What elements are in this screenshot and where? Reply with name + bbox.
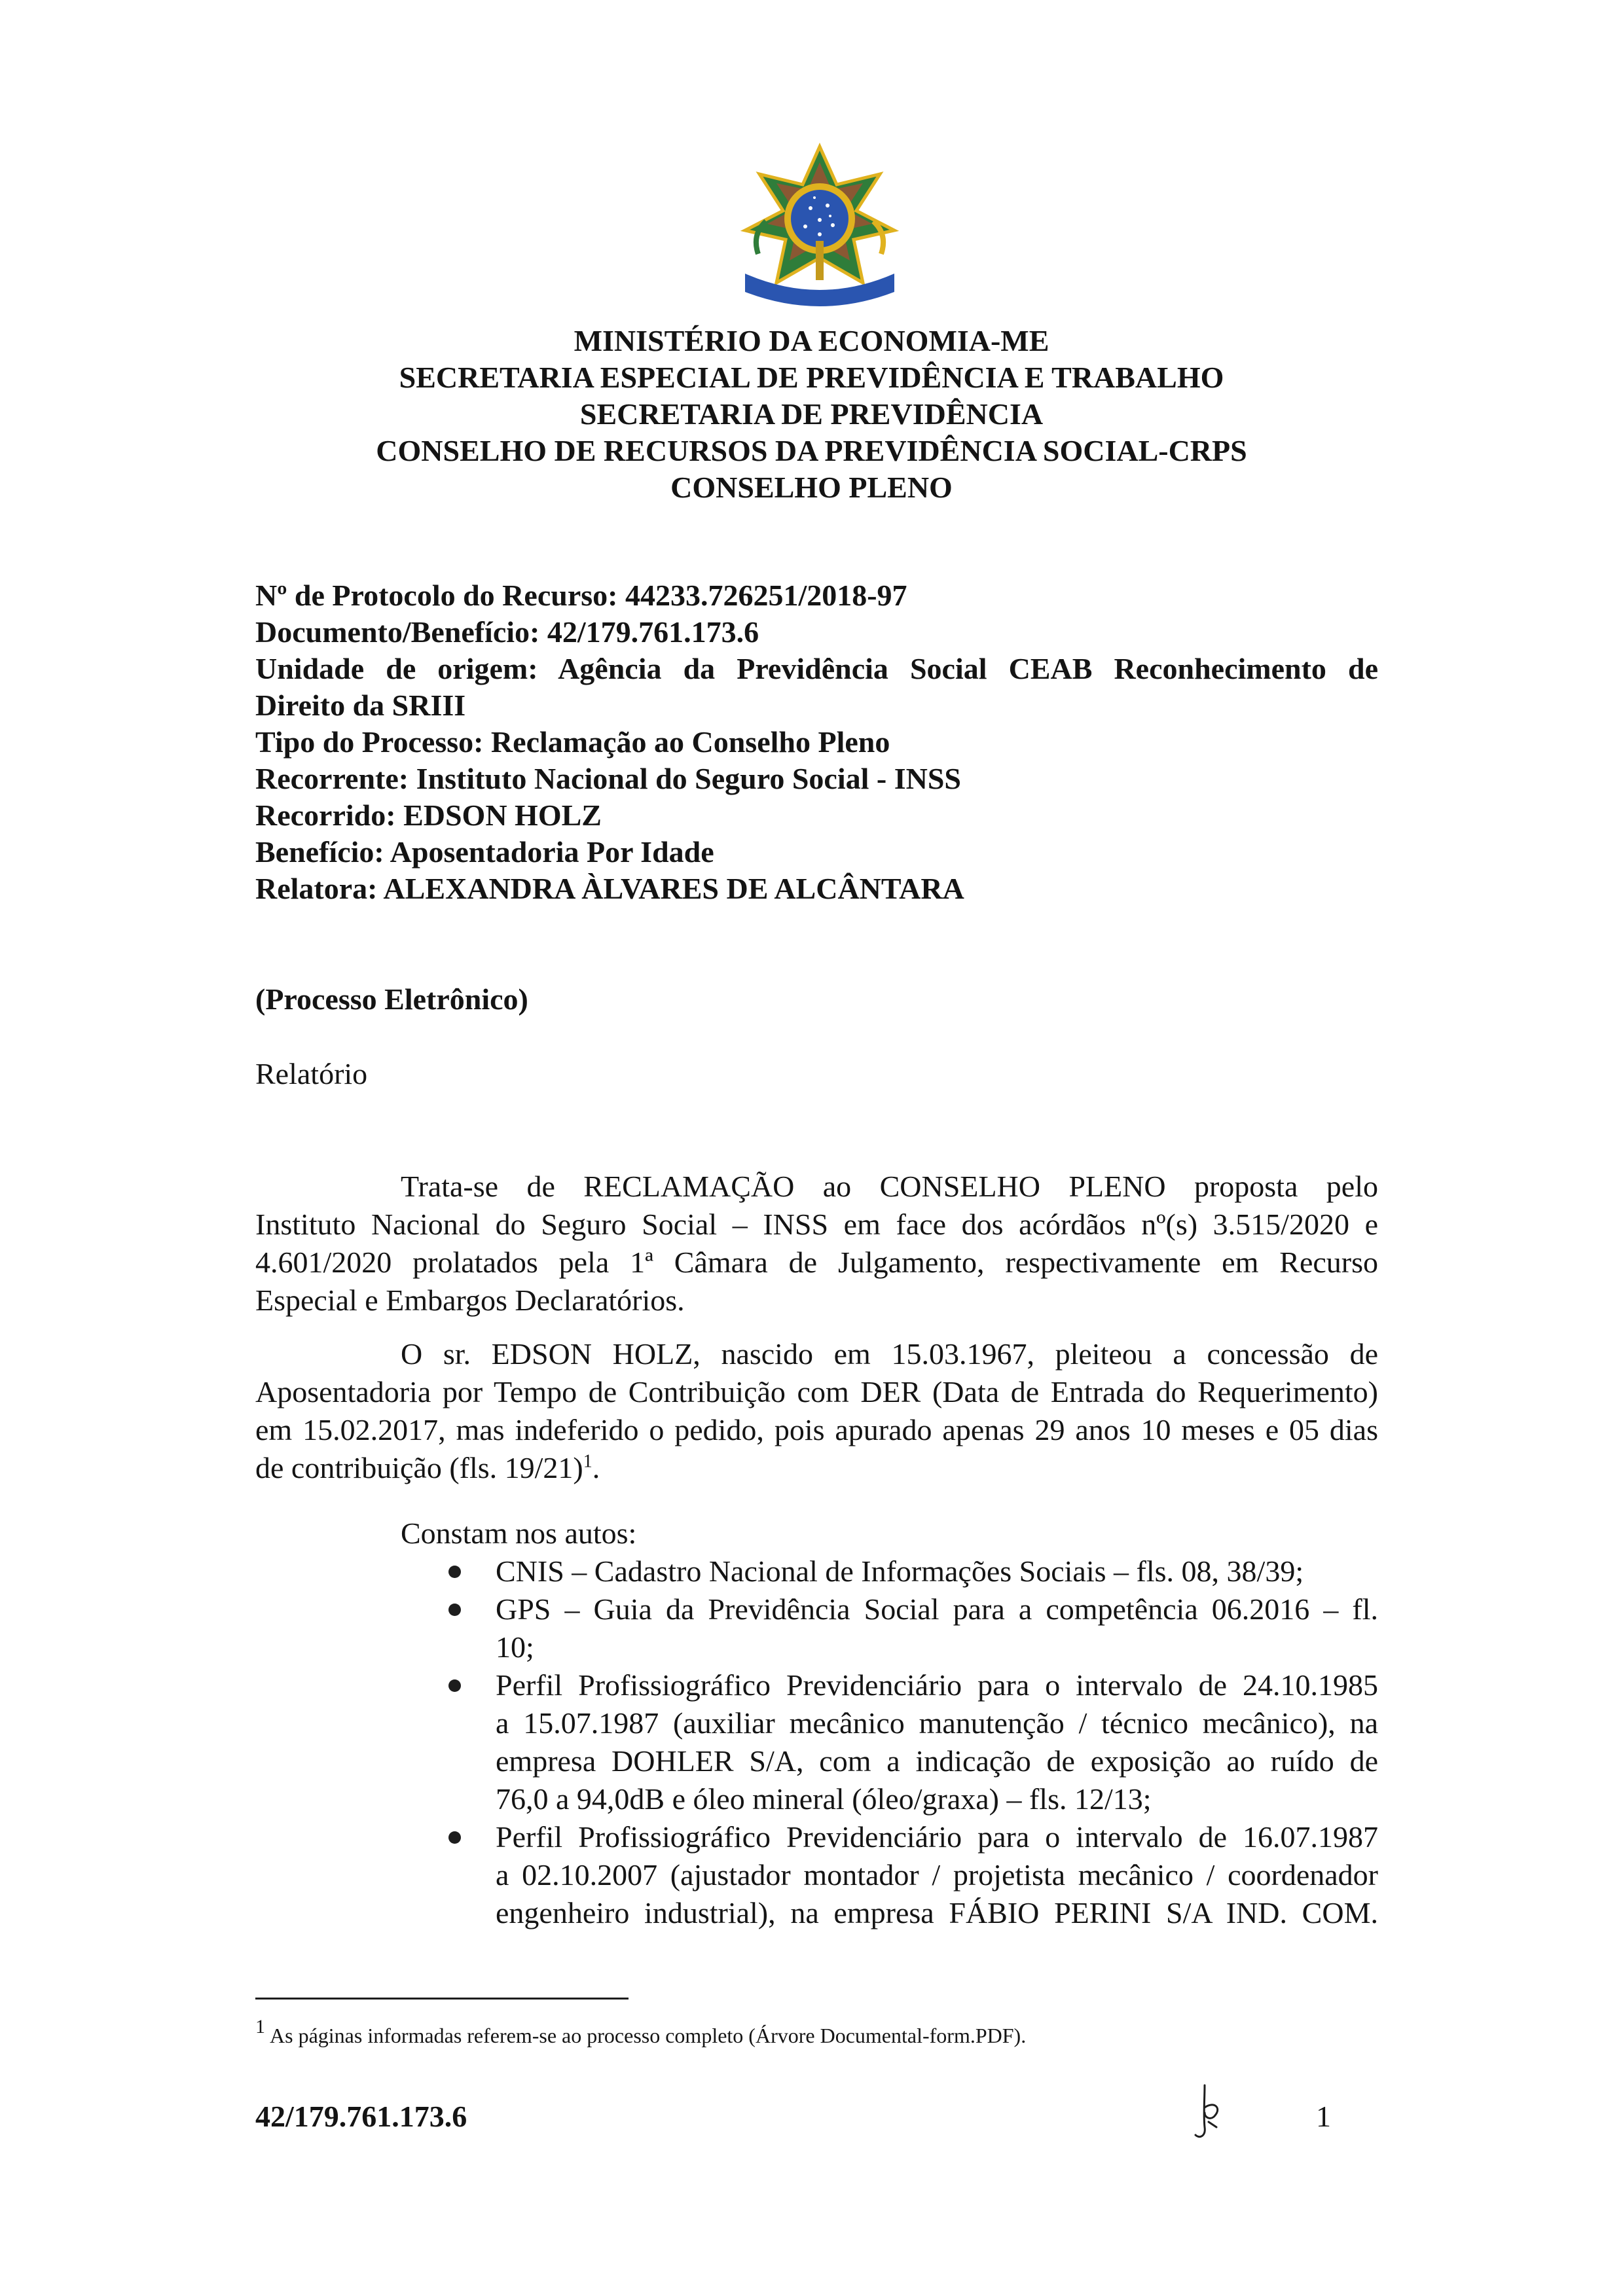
- autos-item-4-line-3: engenheiro industrial), na empresa FÁBIO PERINI S/A IND. COM.: [496, 1896, 1378, 1929]
- bullet-icon: [448, 1566, 461, 1578]
- paragraph-2-line-4: de contribuição (fls. 19/21): [255, 1451, 583, 1484]
- bullet-icon: [448, 1604, 461, 1616]
- paragraph-2-line-3: em 15.02.2017, mas indeferido o pedido, pois apurado apenas 29 anos 10 meses e 05 dias: [255, 1413, 1378, 1446]
- case-appellant: Recorrente: Instituto Nacional do Seguro Social - INSS: [255, 762, 962, 795]
- autos-item-2-line-2: 10;: [496, 1630, 534, 1664]
- emblem-sword: [816, 241, 824, 280]
- coat-of-arms-emblem: [732, 143, 907, 314]
- autos-item-4-line-2: a 02.10.2007 (ajustador montador / projetista mecânico / coordenador: [496, 1858, 1378, 1892]
- page-number: 1: [1316, 2100, 1331, 2133]
- header-secretariat: SECRETARIA DE PREVIDÊNCIA: [579, 397, 1044, 431]
- autos-intro: Constam nos autos:: [401, 1516, 637, 1550]
- autos-item-1: CNIS – Cadastro Nacional de Informações Sociais – fls. 08, 38/39;: [496, 1554, 1304, 1588]
- handwritten-initials: [1185, 2081, 1231, 2140]
- paragraph-1-line-4: Especial e Embargos Declaratórios.: [255, 1283, 685, 1317]
- section-title: Relatório: [255, 1057, 368, 1090]
- bullet-icon: [448, 1679, 461, 1692]
- autos-item-3-line-2: a 15.07.1987 (auxiliar mecânico manutenção / técnico mecânico), na: [496, 1706, 1378, 1740]
- case-origin-unit: Unidade de origem: Agência da Previdência Social CEAB Reconhecimento de: [255, 652, 1378, 685]
- footnote-text: As páginas informadas referem-se ao processo completo (Árvore Documental-form.PDF).: [270, 2024, 1027, 2047]
- header-full-council: CONSELHO PLENO: [670, 471, 953, 504]
- autos-item-4-line-1: Perfil Profissiográfico Previdenciário para o intervalo de 16.07.1987: [496, 1820, 1378, 1854]
- electronic-process-label: (Processo Eletrônico): [255, 982, 528, 1016]
- footnote-number: 1: [255, 2016, 265, 2037]
- paragraph-1: [255, 1168, 1378, 1319]
- list-item: [496, 1590, 1378, 1666]
- paragraph-1-line-1: Trata-se de RECLAMAÇÃO ao CONSELHO PLENO proposta pelo: [401, 1170, 1378, 1203]
- list-item: [496, 1552, 1378, 1590]
- paragraph-2-line-2: Aposentadoria por Tempo de Contribuição com DER (Data de Entrada do Requerimento): [255, 1375, 1378, 1408]
- header-special-secretariat: SECRETARIA ESPECIAL DE PREVIDÊNCIA E TRABALHO: [399, 361, 1224, 394]
- autos-item-2-line-1: GPS – Guia da Previdência Social para a competência 06.2016 – fl.: [496, 1592, 1378, 1626]
- case-process-type: Tipo do Processo: Reclamação ao Conselho Pleno: [255, 725, 890, 759]
- autos-item-3-line-1: Perfil Profissiográfico Previdenciário para o intervalo de 24.10.1985: [496, 1668, 1378, 1702]
- autos-list: [401, 1515, 1378, 1929]
- bullet-icon: [448, 1831, 461, 1844]
- autos-item-3-line-3: empresa DOHLER S/A, com a indicação de exposição ao ruído de: [496, 1744, 1378, 1778]
- list-item: [496, 1818, 1378, 1932]
- case-appellee: Recorrido: EDSON HOLZ: [255, 798, 602, 832]
- case-document: Documento/Benefício: 42/179.761.173.6: [255, 615, 759, 649]
- paragraph-1-line-3: 4.601/2020 prolatados pela 1ª Câmara de Julgamento, respectivamente em Recurso: [255, 1246, 1378, 1279]
- case-rapporteur: Relatora: ALEXANDRA ÀLVARES DE ALCÂNTARA: [255, 872, 964, 905]
- header-ministry: MINISTÉRIO DA ECONOMIA-ME: [574, 324, 1049, 357]
- autos-item-3-line-4: 76,0 a 94,0dB e óleo mineral (óleo/graxa) – fls. 12/13;: [496, 1782, 1152, 1816]
- paragraph-2-line-1: O sr. EDSON HOLZ, nascido em 15.03.1967, pleiteou a concessão de: [401, 1337, 1378, 1371]
- header-council: CONSELHO DE RECURSOS DA PREVIDÊNCIA SOCIAL-CRPS: [376, 434, 1247, 467]
- case-origin-unit-cont: Direito da SRIII: [255, 689, 466, 722]
- footnote-divider: [255, 1998, 629, 2000]
- paragraph-2: O sr. EDSON HOLZ, nascido em 15.03.1967, pleiteou a concessão de Aposentadoria por Tempo de Contribuição com DER (Data de Entrada do Requerimento) em 15.02.2017, mas indeferido o pedido, pois apurado apenas 29 anos 10 meses e 05 dias de contribuição (fls. 19/21)$^1$.: [255, 1337, 1378, 1484]
- paragraph-1-line-2: Instituto Nacional do Seguro Social – INSS em face dos acórdãos nº(s) 3.515/2020 e: [255, 1208, 1378, 1241]
- footnote-reference: 1: [583, 1451, 593, 1472]
- case-benefit: Benefício: Aposentadoria Por Idade: [255, 835, 714, 869]
- footer-document-id: 42/179.761.173.6: [255, 2100, 467, 2133]
- list-item: [496, 1666, 1378, 1818]
- case-protocol: Nº de Protocolo do Recurso: 44233.726251/2018-97: [255, 579, 907, 612]
